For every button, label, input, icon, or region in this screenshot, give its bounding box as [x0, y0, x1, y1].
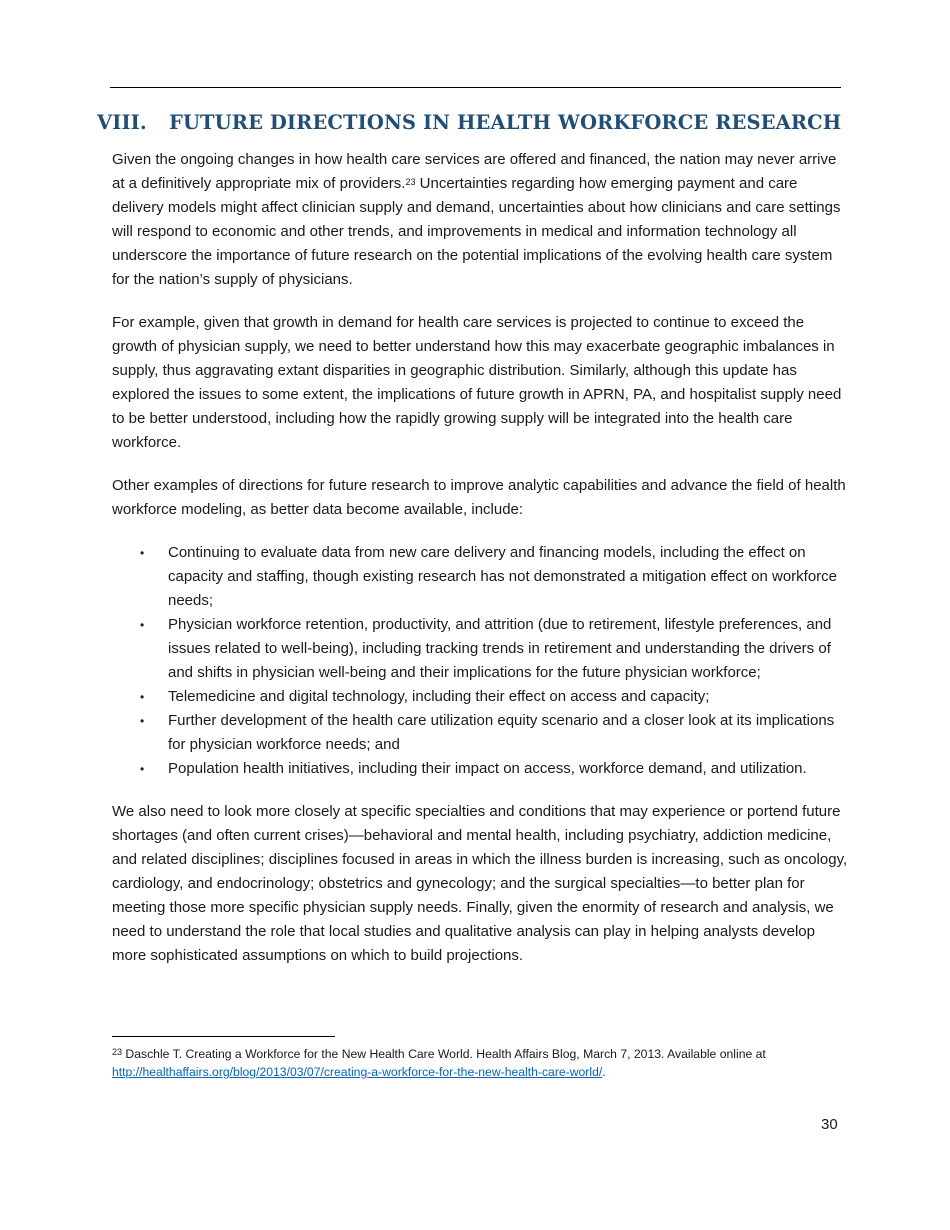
bullet-item	[112, 541, 852, 613]
footnote	[112, 1045, 852, 1081]
bullet-icon: •	[140, 714, 145, 728]
footnote-separator	[112, 1036, 335, 1037]
bullet-text: Continuing to evaluate data from new care delivery and financing models, including the effect on capacity and staffing, though existing research has not demonstrated a mitigation effect on workforce needs;	[168, 544, 838, 609]
bullet-item	[112, 685, 852, 709]
footnote-link[interactable]: http://healthaffairs.org/blog/2013/03/07/creating-a-workforce-for-the-new-health-care-world/	[112, 1065, 603, 1079]
bullet-list	[112, 541, 852, 781]
paragraph-3: Other examples of directions for future research to improve analytic capabilities and advance the field of health workforce modeling, as better data become available, include:	[112, 477, 846, 518]
bullet-icon: •	[140, 690, 145, 704]
paragraph-1-continued: Uncertainties regarding how emerging payment and care delivery models might affect clinician supply and demand, uncertainties about how clinicians and care settings will respond to economic and other trends, and improvements in medical and information technology all underscore the importance of future research on the potential implications of the evolving health care system for the nation’s supply of physicians.	[112, 175, 841, 288]
footnote-text: Daschle T. Creating a Workforce for the New Health Care World. Health Affairs Blog, March 7, 2013. Available online at	[122, 1047, 766, 1061]
bullet-text: Telemedicine and digital technology, including their effect on access and capacity;	[168, 688, 710, 705]
bullet-icon: •	[140, 546, 145, 560]
footnote-end: .	[602, 1065, 606, 1079]
paragraph-2: For example, given that growth in demand for health care services is projected to continue to exceed the growth of physician supply, we need to better understand how this may exacerbate geographic imbalances in supply, thus aggravating extant disparities in geographic distribution. Similarly, although this update has explored the issues to some extent, the implications of future growth in APRN, PA, and hospitalist supply need to be better understood, including how the rapidly growing supply will be integrated into the health care workforce.	[112, 314, 842, 451]
paragraph-1-text: Given the ongoing changes in how health care services are offered and financed, the nation may never arrive at a definitively appropriate mix of providers.	[112, 151, 837, 192]
section-number: VIII.	[97, 111, 147, 134]
bullet-text: Physician workforce retention, productivity, and attrition (due to retirement, lifestyle preferences, and issues related to well-being), including tracking trends in retirement and understanding the drivers of and shifts in physician well-being and their implications for the future physician workforce;	[168, 616, 832, 681]
bullet-text: Further development of the health care utilization equity scenario and a closer look at its implications for physician workforce needs; and	[168, 712, 835, 753]
paragraph-4: We also need to look more closely at specific specialties and conditions that may experience or portend future shortages (and often current crises)—behavioral and mental health, including psychiatry, addiction medicine, and related disciplines; disciplines focused in areas in which the illness burden is increasing, such as oncology, cardiology, and endocrinology; obstetrics and gynecology; and the surgical specialties—to better plan for meeting those more specific physician supply needs. Finally, given the enormity of research and analysis, we need to understand the role that local studies and qualitative analysis can play in helping analysts develop more sophisticated assumptions on which to build projections.	[112, 803, 848, 964]
page-number: 30	[821, 1116, 838, 1133]
bullet-icon: •	[140, 618, 145, 632]
paragraph-1	[112, 148, 852, 292]
bullet-item	[112, 613, 852, 685]
section-title: FUTURE DIRECTIONS IN HEALTH WORKFORCE RESEARCH	[169, 111, 842, 134]
bullet-item	[112, 709, 852, 757]
bullet-text: Population health initiatives, including their impact on access, workforce demand, and utilization.	[168, 760, 807, 777]
bullet-item	[112, 757, 852, 781]
footnote-reference[interactable]: 23	[405, 177, 416, 187]
header-rule	[110, 87, 841, 88]
section-heading	[97, 111, 841, 134]
body-content	[112, 148, 852, 987]
footnote-number: 23	[112, 1047, 123, 1057]
bullet-icon: •	[140, 762, 145, 776]
